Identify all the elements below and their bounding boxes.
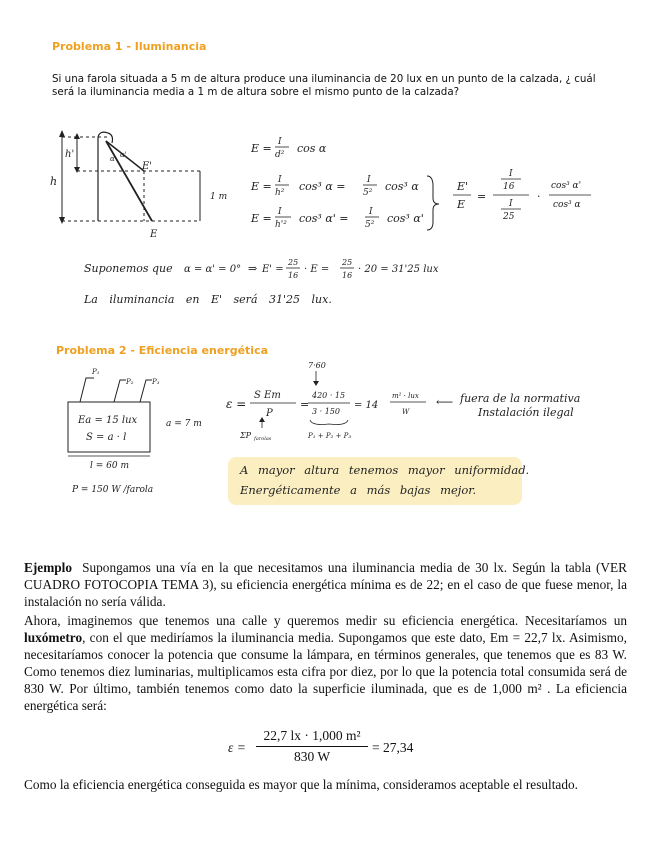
svg-text:farolas: farolas xyxy=(254,436,272,442)
svg-text:420 · 15: 420 · 15 xyxy=(312,391,346,400)
svg-text:I: I xyxy=(509,199,513,209)
problem1-conclusion: La iluminancia en E' será 31'25 lux. xyxy=(84,293,332,306)
example-paragraph-3: Como la eficiencia energética conseguida es mayor que la mínima, consideramos aceptable el resultado. xyxy=(24,777,578,792)
streetlight-diagram xyxy=(40,125,240,240)
illuminance-formulas xyxy=(245,132,605,232)
svg-text:E: E xyxy=(457,198,466,211)
label-e: E xyxy=(150,229,158,240)
svg-text:cos³ α: cos³ α xyxy=(553,200,581,210)
problem2-title: Problema 2 - Eficiencia energética xyxy=(56,344,269,357)
svg-text:= 14: = 14 xyxy=(354,400,379,411)
svg-text:16: 16 xyxy=(503,182,515,192)
label-e-prime: E' xyxy=(142,161,153,172)
svg-text:I: I xyxy=(278,207,282,217)
svg-text:I: I xyxy=(509,169,513,179)
label-h-prime: h' xyxy=(65,149,75,160)
label-h: h xyxy=(50,175,58,188)
svg-text:5²: 5² xyxy=(365,220,375,230)
svg-text:25: 25 xyxy=(342,258,353,267)
svg-text:S Em: S Em xyxy=(254,390,281,401)
svg-text:E =: E = xyxy=(251,212,272,225)
svg-text:Ea = 15 lux: Ea = 15 lux xyxy=(78,415,138,426)
svg-text:· 20 = 31'25 lux: · 20 = 31'25 lux xyxy=(358,264,439,275)
highlight-note xyxy=(228,457,530,505)
efficiency-calc xyxy=(222,356,622,446)
svg-text:W: W xyxy=(402,408,410,416)
suppose-line xyxy=(80,254,480,284)
svg-text:ε =: ε = xyxy=(226,397,247,411)
svg-text:· E =: · E = xyxy=(304,264,330,275)
svg-text:7·60: 7·60 xyxy=(308,361,326,370)
luxometro-term: luxómetro xyxy=(24,630,83,645)
example-paragraph-1: Ejemplo Supongamos una vía en la que necesitamos una iluminancia media de 30 lx. Según la tabla (VER CUADRO FOTOCOPIA TEMA 3), su eficiencia energética mínima es de 22; en el caso de que fuese menor, la instalación no sería válida. xyxy=(24,560,627,609)
label-one-m: 1 m xyxy=(210,192,228,202)
svg-text:h²: h² xyxy=(275,188,285,198)
svg-text:⟵: ⟵ xyxy=(436,395,454,409)
svg-text:que: que xyxy=(152,262,173,275)
svg-text:a = 7 m: a = 7 m xyxy=(166,419,202,429)
svg-text:P = 150 W /farola: P = 150 W /farola xyxy=(72,485,154,495)
svg-text:·: · xyxy=(537,190,541,203)
svg-text:Suponemos: Suponemos xyxy=(84,262,149,275)
svg-text:cos³ α: cos³ α xyxy=(385,180,419,193)
svg-text:S = a · l: S = a · l xyxy=(86,432,127,443)
svg-text:cos³ α': cos³ α' xyxy=(551,181,582,191)
svg-text:cos³ α' =: cos³ α' = xyxy=(299,212,349,225)
note-line-1: A mayor altura tenemos mayor uniformidad. xyxy=(240,463,530,477)
svg-text:cos³ α =: cos³ α = xyxy=(299,180,346,193)
example-label: Ejemplo xyxy=(24,560,73,575)
svg-text:I: I xyxy=(278,175,282,185)
svg-text:E =: E = xyxy=(251,142,272,155)
svg-text:cos³ α': cos³ α' xyxy=(387,212,424,225)
svg-text:25: 25 xyxy=(503,212,515,222)
svg-text:l = 60 m: l = 60 m xyxy=(90,461,129,471)
problem1-statement: Si una farola situada a 5 m de altura produce una iluminancia de 20 lux en un punto de la calzada, ¿ cuál será la iluminancia media a 1 m de altura sobre el mismo punto de la calzada? xyxy=(52,73,596,98)
svg-text:P: P xyxy=(266,408,273,419)
efficiency-equation: ε = 22,7 lx · 1,000 m² 830 W = 27,34 xyxy=(228,728,414,764)
svg-text:Instalación ilegal: Instalación ilegal xyxy=(478,406,574,419)
label-alpha: α xyxy=(110,155,115,163)
svg-text:P₁ + P₂ + P₃: P₁ + P₂ + P₃ xyxy=(308,432,352,440)
svg-text:d²: d² xyxy=(275,150,285,160)
svg-text:fuera de la normativa: fuera de la normativa xyxy=(460,392,581,405)
svg-text:h'²: h'² xyxy=(275,220,287,230)
svg-text:ΣP: ΣP xyxy=(240,431,252,440)
svg-text:5²: 5² xyxy=(363,188,373,198)
svg-text:=: = xyxy=(477,190,487,203)
svg-text:α = α' = 0°: α = α' = 0° xyxy=(184,264,242,275)
svg-text:E': E' xyxy=(457,180,469,193)
svg-text:E =: E = xyxy=(251,180,272,193)
svg-text:P₃: P₃ xyxy=(152,378,160,386)
svg-text:16: 16 xyxy=(288,271,299,280)
street-sketch xyxy=(60,362,240,502)
svg-text:25: 25 xyxy=(288,258,299,267)
svg-text:⇒: ⇒ xyxy=(248,262,258,275)
svg-text:16: 16 xyxy=(342,271,353,280)
svg-text:I: I xyxy=(369,207,373,217)
label-alpha-prime: α' xyxy=(120,151,127,159)
note-line-2: Energéticamente a más bajas mejor. xyxy=(240,483,477,497)
example-paragraph-2: Ahora, imaginemos que tenemos una calle y queremos medir su eficiencia energética. Necesitaríamos un luxómetro, con el que mediríamos la iluminancia media. Supongamos que este dato, Em = 22,7 lx. Asimismo, necesitaríamos conocer la potencia que consume la lámpara, en términos generales, que tenemos que es 83 W. Como tenemos diez luminarias, multiplicamos esta cifra por diez, por lo que la potencia total consumida será de 830 W. Por último, también tenemos como dato la superficie iluminada, que es de 1,000 m² . La eficiencia energética será: xyxy=(24,613,627,713)
svg-text:E' =: E' = xyxy=(262,264,284,275)
svg-text:cos α: cos α xyxy=(297,142,327,155)
svg-text:=: = xyxy=(300,398,310,411)
svg-text:P₂: P₂ xyxy=(126,378,134,386)
problem1-title: Problema 1 - Iluminancia xyxy=(52,40,207,53)
svg-text:I: I xyxy=(278,137,282,147)
svg-text:I: I xyxy=(367,175,371,185)
svg-text:3 · 150: 3 · 150 xyxy=(312,407,340,416)
svg-text:P₁: P₁ xyxy=(92,368,100,376)
svg-text:m² · lux: m² · lux xyxy=(392,392,419,400)
